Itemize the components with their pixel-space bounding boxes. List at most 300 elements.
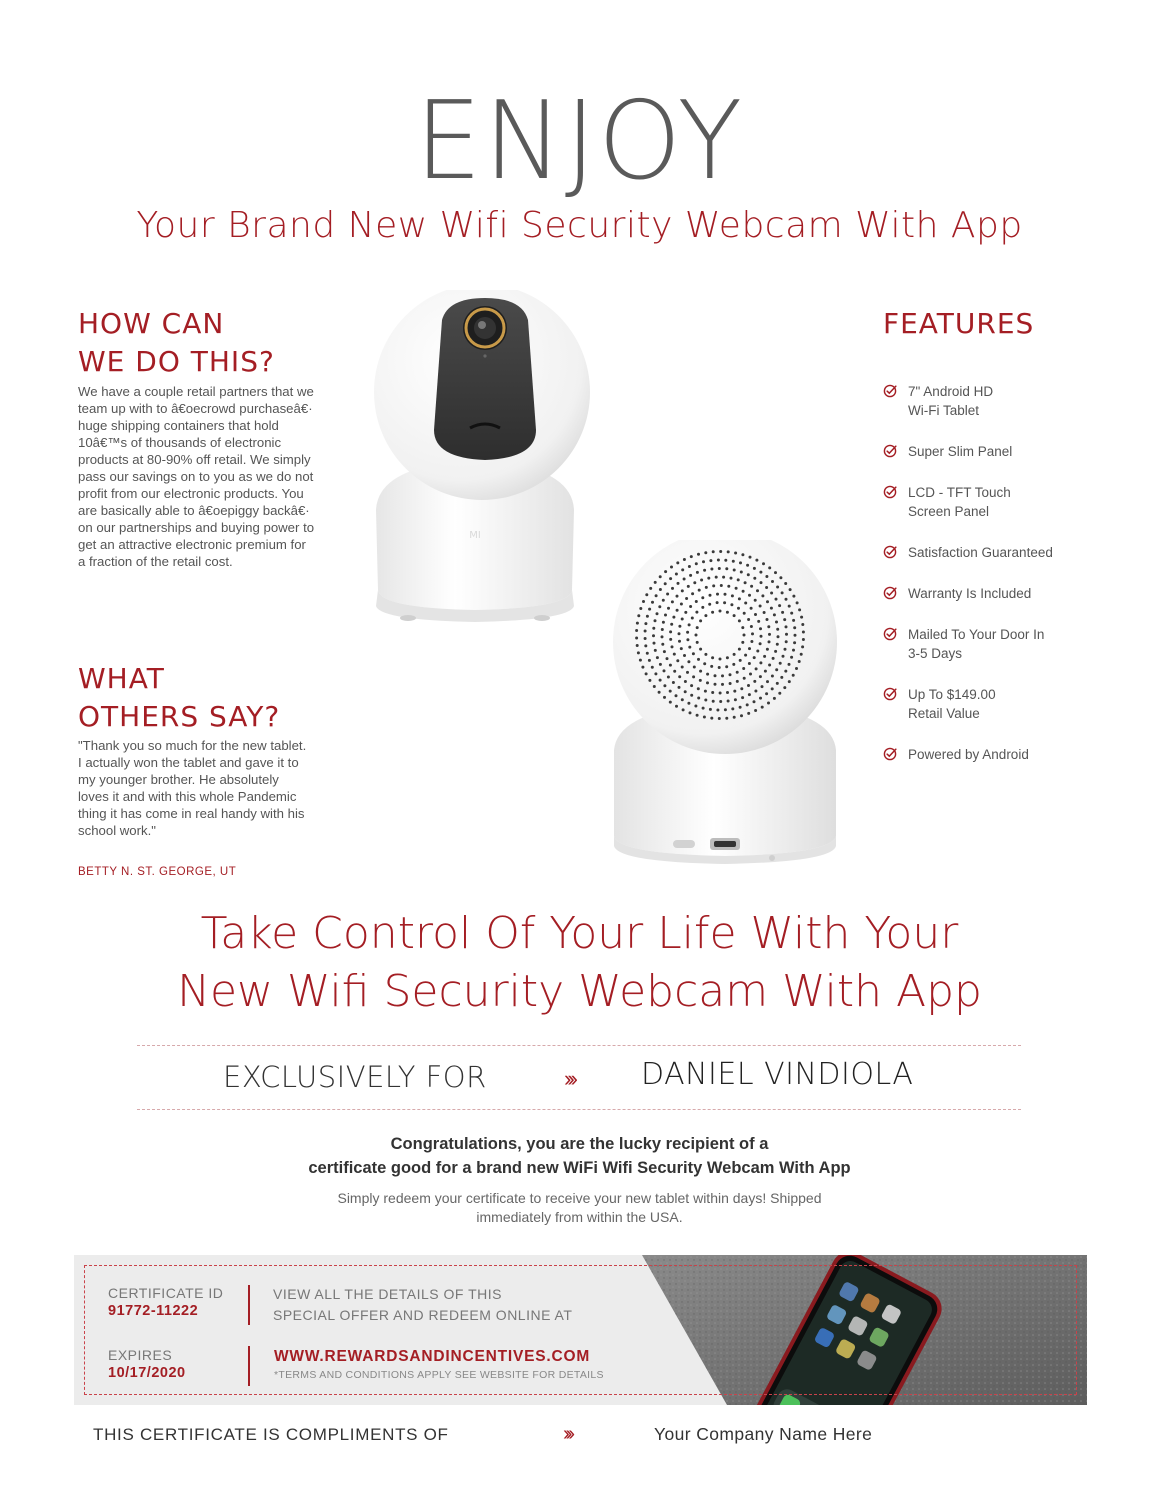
speaker-hole (788, 605, 791, 608)
speaker-hole (695, 611, 698, 614)
speaker-hole (671, 645, 674, 648)
speaker-hole (684, 611, 687, 614)
speaker-hole (729, 673, 732, 676)
speaker-hole (737, 578, 740, 581)
speaker-hole (747, 712, 750, 715)
speaker-hole (750, 640, 753, 643)
speaker-hole (710, 717, 713, 720)
speaker-hole (675, 694, 678, 697)
speaker-hole (730, 577, 733, 580)
speaker-hole (793, 641, 796, 644)
speaker-hole (681, 698, 684, 701)
speaker-hole (750, 585, 753, 588)
speaker-hole (687, 702, 690, 705)
speaker-hole (766, 600, 769, 603)
speaker-hole (736, 680, 739, 683)
speaker-hole (697, 697, 700, 700)
feature-item (883, 584, 1143, 603)
speaker-hole (802, 631, 805, 634)
speaker-hole (756, 650, 759, 653)
speaker-hole (712, 700, 715, 703)
speaker-hole (759, 605, 762, 608)
speaker-hole (768, 640, 771, 643)
speaker-hole (719, 610, 722, 613)
speaker-hole (706, 681, 709, 684)
speaker-hole (644, 622, 647, 625)
speaker-hole (785, 640, 788, 643)
speaker-hole (790, 612, 793, 615)
speaker-hole (747, 684, 750, 687)
feature-item (883, 543, 1143, 562)
speaker-hole (730, 603, 733, 606)
speaker-hole (653, 642, 656, 645)
speaker-hole (754, 709, 757, 712)
speaker-hole (759, 642, 762, 645)
speaker-hole (639, 607, 642, 610)
speaker-hole (703, 716, 706, 719)
speaker-hole (684, 690, 687, 693)
speaker-hole (699, 670, 702, 673)
features-list (883, 382, 1143, 764)
speaker-hole (684, 680, 687, 683)
speaker-hole (793, 626, 796, 629)
speaker-hole (648, 679, 651, 682)
speaker-hole (761, 706, 764, 709)
speaker-hole (750, 625, 753, 628)
speaker-hole (741, 696, 744, 699)
speaker-hole (739, 659, 742, 662)
feature-label: LCD - TFT Touch Screen Panel (908, 485, 1011, 519)
speaker-hole (696, 714, 699, 717)
speaker-hole (763, 655, 766, 658)
speaker-hole (656, 656, 659, 659)
speaker-hole (729, 682, 732, 685)
speaker-hole (686, 631, 689, 634)
terms-text: *TERMS AND CONDITIONS APPLY SEE WEBSITE FOR DETAILS (274, 1369, 604, 1381)
speaker-hole (637, 651, 640, 654)
speaker-hole (688, 565, 691, 568)
chevrons-right-icon: ››› (563, 1423, 571, 1445)
speaker-hole (776, 682, 779, 685)
speaker-hole (780, 676, 783, 679)
speaker-hole (702, 560, 705, 563)
speaker-hole (686, 638, 689, 641)
speaker-hole (765, 575, 768, 578)
speaker-hole (737, 607, 740, 610)
speaker-hole (801, 645, 804, 648)
speaker-hole (761, 594, 764, 597)
check-circle-icon (883, 485, 897, 499)
speaker-hole (667, 607, 670, 610)
speaker-hole (794, 634, 797, 637)
certificate-id-value: 91772-11222 (108, 1303, 199, 1319)
speaker-hole (733, 653, 736, 656)
speaker-hole (687, 660, 690, 663)
speaker-hole (788, 663, 791, 666)
redeem-text: Simply redeem your certificate to receive your new tablet within days! Shipped immediately from within the USA. (337, 1190, 822, 1225)
speaker-hole (770, 592, 773, 595)
exclusive-label: EXCLUSIVELY FOR (223, 1060, 487, 1094)
speaker-hole (779, 662, 782, 665)
speaker-hole (766, 680, 769, 683)
speaker-hole (662, 599, 665, 602)
speaker-hole (676, 609, 679, 612)
speaker-hole (712, 584, 715, 587)
speaker-hole (719, 550, 722, 553)
speaker-hole (775, 668, 778, 671)
others-heading: WHAT OTHERS SAY? (78, 662, 281, 733)
speaker-hole (802, 638, 805, 641)
speaker-hole (746, 564, 749, 567)
speaker-hole (669, 630, 672, 633)
speaker-hole (721, 674, 724, 677)
speaker-hole (759, 571, 762, 574)
speaker-hole (639, 659, 642, 662)
speaker-hole (715, 576, 718, 579)
speaker-hole (722, 576, 725, 579)
speaker-hole (739, 706, 742, 709)
speaker-hole (727, 550, 730, 553)
speaker-hole (775, 621, 778, 624)
speaker-hole (755, 559, 758, 562)
speaker-hole (699, 679, 702, 682)
speaker-hole (740, 714, 743, 717)
certificate-id-label: CERTIFICATE ID (108, 1285, 224, 1301)
speaker-hole (694, 705, 697, 708)
speaker-hole (666, 657, 669, 660)
speaker-hole (765, 586, 768, 589)
speaker-hole (646, 615, 649, 618)
speaker-hole (767, 702, 770, 705)
speaker-hole (652, 634, 655, 637)
feature-label: Warranty Is Included (908, 586, 1032, 601)
speaker-hole (742, 590, 745, 593)
hero-title: ENJOY (414, 79, 745, 204)
feature-label: Super Slim Panel (908, 444, 1013, 459)
speaker-hole (762, 562, 765, 565)
speaker-hole (693, 666, 696, 669)
speaker-hole (676, 659, 679, 662)
speaker-hole (672, 681, 675, 684)
speaker-hole (663, 684, 666, 687)
speaker-hole (695, 634, 698, 637)
speaker-hole (783, 686, 786, 689)
speaker-hole (678, 686, 681, 689)
speaker-hole (731, 707, 734, 710)
speaker-hole (724, 593, 727, 596)
speaker-hole (690, 555, 693, 558)
speaker-hole (662, 621, 665, 624)
speaker-hole (658, 691, 661, 694)
speaker-hole (714, 674, 717, 677)
speaker-hole (695, 562, 698, 565)
recipient-name: DANIEL VINDIOLA (641, 1057, 914, 1092)
speaker-hole (649, 587, 652, 590)
feature-item (883, 483, 1143, 521)
speaker-hole (782, 655, 785, 658)
speaker-hole (700, 579, 703, 582)
speaker-hole (685, 597, 688, 600)
speaker-hole (751, 632, 754, 635)
speaker-hole (644, 637, 647, 640)
check-circle-icon (883, 586, 897, 600)
feature-label: Satisfaction Guaranteed (908, 545, 1053, 560)
speaker-hole (734, 552, 737, 555)
speaker-hole (748, 647, 751, 650)
speaker-hole (742, 667, 745, 670)
speaker-hole (749, 673, 752, 676)
speaker-hole (731, 594, 734, 597)
feature-label: Mailed To Your Door In 3-5 Days (908, 627, 1045, 661)
speaker-hole (792, 649, 795, 652)
speaker-hole (738, 619, 741, 622)
speaker-hole (637, 614, 640, 617)
speaker-hole (725, 717, 728, 720)
speaker-hole (718, 666, 721, 669)
redeem-url-link[interactable]: WWW.REWARDSANDINCENTIVES.COM (274, 1348, 591, 1365)
speaker-hole (706, 673, 709, 676)
speaker-hole (681, 618, 684, 621)
speaker-hole (778, 692, 781, 695)
speaker-hole (652, 627, 655, 630)
speaker-hole (733, 614, 736, 617)
speaker-hole (736, 671, 739, 674)
testimonial-author: BETTY N. ST. GEORGE, UT (78, 866, 237, 878)
check-circle-icon (883, 384, 897, 398)
speaker-hole (654, 649, 657, 652)
feature-label: Up To $149.00 Retail Value (908, 687, 996, 721)
speaker-hole (784, 648, 787, 651)
speaker-hole (764, 670, 767, 673)
speaker-hole (658, 605, 661, 608)
speaker-hole (714, 683, 717, 686)
features-heading: FEATURES (883, 307, 1035, 340)
speaker-hole (669, 638, 672, 641)
congratulations-text: Congratulations, you are the lucky recipient of a certificate good for a brand new WiFi Wifi Security Webcam With App (308, 1135, 851, 1177)
vertical-divider (248, 1346, 250, 1386)
speaker-hole (771, 580, 774, 583)
speaker-hole (669, 664, 672, 667)
speaker-hole (747, 618, 750, 621)
speaker-hole (691, 617, 694, 620)
speaker-hole (792, 595, 795, 598)
speaker-hole (741, 626, 744, 629)
speaker-hole (766, 618, 769, 621)
speaker-hole (711, 656, 714, 659)
speaker-hole (727, 700, 730, 703)
speaker-hole (733, 569, 736, 572)
feature-item (883, 382, 1143, 420)
speaker-hole (704, 551, 707, 554)
speaker-hole (687, 585, 690, 588)
speaker-hole (683, 558, 686, 561)
speaker-hole (678, 675, 681, 678)
speaker-hole (675, 573, 678, 576)
speaker-hole (705, 586, 708, 589)
speaker-hole (744, 602, 747, 605)
speaker-hole (718, 717, 721, 720)
speaker-hole (695, 600, 698, 603)
speaker-hole (663, 696, 666, 699)
speaker-hole (707, 577, 710, 580)
speaker-hole (727, 585, 730, 588)
speaker-hole (696, 626, 699, 629)
speaker-hole (703, 569, 706, 572)
speaker-hole (697, 553, 700, 556)
speaker-hole (659, 679, 662, 682)
speaker-hole (697, 658, 700, 661)
speaker-hole (740, 687, 743, 690)
speaker-hole (719, 692, 722, 695)
speaker-hole (741, 553, 744, 556)
speaker-hole (709, 559, 712, 562)
speaker-hole (636, 622, 639, 625)
camera-front-image (360, 290, 590, 630)
speaker-hole (733, 690, 736, 693)
camera-back-image (600, 540, 850, 865)
speaker-hole (683, 578, 686, 581)
speaker-hole (768, 633, 771, 636)
speaker-hole (661, 643, 664, 646)
speaker-hole (800, 616, 803, 619)
speaker-hole (785, 598, 788, 601)
speaker-hole (756, 589, 759, 592)
speaker-hole (653, 685, 656, 688)
speaker-hole (666, 593, 669, 596)
speaker-hole (699, 648, 702, 651)
speaker-hole (654, 581, 657, 584)
speaker-hole (789, 588, 792, 591)
speaker-hole (712, 550, 715, 553)
chevrons-right-icon: ››› (564, 1066, 574, 1091)
speaker-hole (689, 574, 692, 577)
speaker-hole (759, 697, 762, 700)
speaker-hole (635, 637, 638, 640)
speaker-hole (774, 650, 777, 653)
check-circle-icon (883, 747, 897, 761)
speaker-hole (686, 671, 689, 674)
speaker-hole (755, 667, 758, 670)
speaker-hole (670, 566, 673, 569)
speaker-hole (680, 647, 683, 650)
speaker-hole (792, 674, 795, 677)
speaker-hole (749, 556, 752, 559)
speaker-hole (681, 589, 684, 592)
speaker-hole (796, 601, 799, 604)
speaker-hole (760, 581, 763, 584)
speaker-hole (725, 665, 728, 668)
speaker-hole (776, 643, 779, 646)
speaker-hole (795, 667, 798, 670)
speaker-hole (690, 684, 693, 687)
hero-subtitle: Your Brand New Wifi Security Webcam With App (136, 205, 1023, 246)
feature-item (883, 685, 1143, 723)
speaker-hole (692, 652, 695, 655)
speaker-hole (690, 694, 693, 697)
speaker-hole (748, 693, 751, 696)
speaker-hole (716, 601, 719, 604)
speaker-hole (778, 604, 781, 607)
speaker-hole (680, 603, 683, 606)
speaker-hole (681, 666, 684, 669)
speaker-hole (701, 606, 704, 609)
speaker-hole (661, 635, 664, 638)
speaker-hole (776, 586, 779, 589)
speaker-hole (698, 589, 701, 592)
speaker-hole (746, 703, 749, 706)
speaker-hole (704, 653, 707, 656)
speaker-hole (724, 708, 727, 711)
speaker-hole (670, 623, 673, 626)
speaker-hole (743, 677, 746, 680)
speaker-hole (689, 711, 692, 714)
speaker-hole (763, 611, 766, 614)
speaker-hole (753, 577, 756, 580)
speaker-hole (635, 629, 638, 632)
speaker-hole (648, 659, 651, 662)
speaker-hole (699, 619, 702, 622)
speaker-hole (667, 676, 670, 679)
speaker-hole (671, 600, 674, 603)
speaker-hole (704, 699, 707, 702)
speaker-hole (774, 571, 777, 574)
speaker-hole (738, 597, 741, 600)
speaker-hole (760, 635, 763, 638)
speaker-hole (720, 584, 723, 587)
speaker-hole (748, 594, 751, 597)
speaker-hole (719, 700, 722, 703)
speaker-hole (664, 582, 667, 585)
speaker-hole (719, 658, 722, 661)
speaker-hole (761, 685, 764, 688)
speaker-hole (788, 680, 791, 683)
speaker-hole (664, 614, 667, 617)
speaker-hole (644, 644, 647, 647)
speaker-hole (672, 616, 675, 619)
speaker-hole (785, 625, 788, 628)
speaker-hole (765, 692, 768, 695)
check-circle-icon (883, 545, 897, 559)
speaker-hole (757, 620, 760, 623)
speaker-hole (718, 567, 721, 570)
speaker-hole (744, 581, 747, 584)
speaker-hole (775, 598, 778, 601)
speaker-hole (784, 670, 787, 673)
speaker-hole (759, 675, 762, 678)
speaker-hole (741, 641, 744, 644)
how-body-text: We have a couple retail partners that we team up with to â€oecrowd purchaseâ€· huge shipping containers that hold 10â€™s of thousands of electronic products at 80-90% off retail. We simply pass our savings on to you as we do not profit from our electronic products. You are basically able to â€oepiggy backâ€· on our partnerships and buying power to get an attractive electronic premium for a fraction of the retail cost. (78, 384, 315, 569)
speaker-hole (716, 593, 719, 596)
speaker-hole (785, 633, 788, 636)
speaker-hole (750, 607, 753, 610)
speaker-hole (732, 560, 735, 563)
speaker-hole (770, 607, 773, 610)
speaker-hole (669, 577, 672, 580)
speaker-hole (710, 568, 713, 571)
speaker-hole (659, 575, 662, 578)
speaker-hole (676, 561, 679, 564)
speaker-hole (726, 611, 729, 614)
speaker-hole (642, 600, 645, 603)
speaker-hole (748, 662, 751, 665)
feature-label: Powered by Android (908, 747, 1029, 762)
speaker-hole (661, 628, 664, 631)
speaker-hole (651, 666, 654, 669)
speaker-hole (721, 683, 724, 686)
speaker-hole (724, 559, 727, 562)
speaker-hole (693, 581, 696, 584)
speaker-hole (743, 612, 746, 615)
